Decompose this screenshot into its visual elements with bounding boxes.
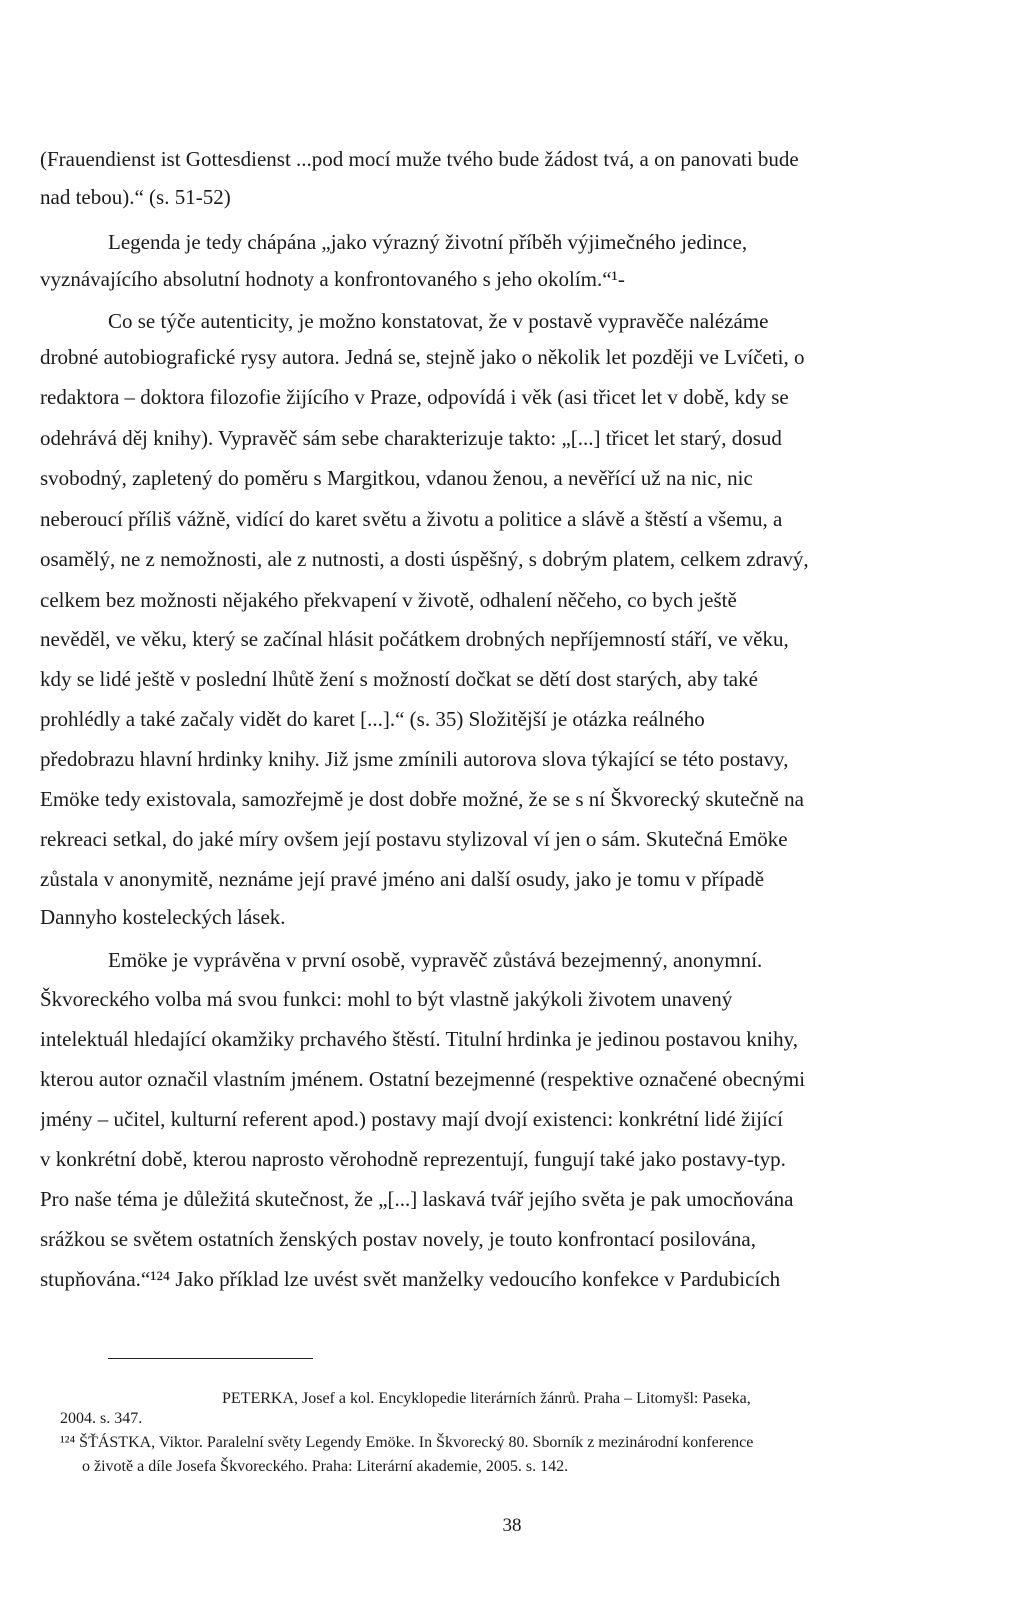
body-line-6: drobné autobiografické rysy autora. Jedná se, stejně jako o několik let později ve Lvíčeti, o [40,345,805,369]
body-line-19: zůstala v anonymitě, neznáme její pravé jméno ani další osudy, jako je tomu v případě [40,867,765,891]
body-line-24: kterou autor označil vlastním jménem. Ostatní bezejmenné (respektive označené obecnými [40,1067,806,1091]
page-number: 38 [502,1515,522,1536]
body-line-25: jmény – učitel, kulturní referent apod.) postavy mají dvojí existenci: konkrétní lidé žijící [40,1107,783,1131]
body-line-29: stupňována.“¹²⁴ Jako příklad lze uvést svět manželky vedoucího konfekce v Pardubicích [40,1267,781,1291]
body-line-21: Emöke je vyprávěna v první osobě, vypravěč zůstává bezejmenný, anonymní. [108,948,763,972]
body-line-8: odehrává děj knihy). Vypravěč sám sebe charakterizuje takto: „[...] třicet let starý, dosud [40,426,782,450]
body-line-10: neberoucí příliš vážně, vidící do karet světu a životu a politice a slávě a štěstí a všemu, a [40,507,783,531]
body-line-17: Emöke tedy existovala, samozřejmě je dost dobře možné, že se s ní Škvorecký skutečně na [40,787,804,811]
body-line-16: předobrazu hlavní hrdinky knihy. Již jsme zmínili autorova slova týkající se této postavy, [40,747,789,771]
footnote-1: PETERKA, Josef a kol. Encyklopedie literárních žánrů. Praha – Litomyšl: Paseka, [222,1390,751,1407]
body-line-4: vyznávajícího absolutní hodnoty a konfrontovaného s jeho okolím.“¹- [40,267,625,291]
body-line-22: Škvoreckého volba má svou funkci: mohl to být vlastně jakýkoli životem unavený [40,987,733,1011]
footnote-1-cont: 2004. s. 347. [60,1410,143,1427]
body-line-5: Co se týče autenticity, je možno konstatovat, že v postavě vypravěče nalézáme [108,309,769,333]
body-line-18: rekreaci setkal, do jaké míry ovšem její postavu stylizoval ví jen o sám. Skutečná Emöke [40,827,788,851]
body-line-15: prohlédly a také začaly vidět do karet [...].“ (s. 35) Složitější je otázka reálného [40,707,705,731]
body-line-3: Legenda je tedy chápána „jako výrazný životní příběh výjimečného jedince, [108,230,748,254]
footnote-2-cont: o životě a díle Josefa Škvoreckého. Praha: Literární akademie, 2005. s. 142. [82,1458,569,1475]
body-line-20: Dannyho kosteleckých lásek. [40,905,286,929]
body-line-26: v konkrétní době, kterou naprosto věrohodně reprezentují, fungují také jako postavy-typ. [40,1147,786,1171]
body-line-14: kdy se lidé ještě v poslední lhůtě žení s možností dočkat se dětí dost starých, aby také [40,667,758,691]
footnote-rule [108,1358,313,1359]
body-line-23: intelektuál hledající okamžiky prchavého štěstí. Titulní hrdinka je jedinou postavou knihy, [40,1027,799,1051]
body-line-27: Pro naše téma je důležitá skutečnost, že „[...] laskavá tvář jejího světa je pak umocňována [40,1187,794,1211]
body-line-13: nevěděl, ve věku, který se začínal hlásit počátkem drobných nepříjemností stáří, ve věku, [40,627,789,651]
body-line-1: (Frauendienst ist Gottesdienst ...pod mocí muže tvého bude žádost tvá, a on panovati bude [40,147,799,171]
body-line-9: svobodný, zapletený do poměru s Margitkou, vdanou ženou, a nevěřící už na nic, nic [40,466,753,490]
body-line-2: nad tebou).“ (s. 51-52) [40,185,231,209]
body-line-7: redaktora – doktora filozofie žijícího v Praze, odpovídá i věk (asi třicet let v době, kdy se [40,385,789,409]
footnote-2: ¹²⁴ ŠŤÁSTKA, Viktor. Paralelní světy Legendy Emöke. In Škvorecký 80. Sborník z mezinárodní konference [60,1434,754,1451]
body-line-12: celkem bez možnosti nějakého překvapení v životě, odhalení něčeho, co bych ještě [40,588,737,612]
body-line-28: srážkou se světem ostatních ženských postav novely, je touto konfrontací posilována, [40,1227,756,1251]
body-line-11: osamělý, ne z nemožnosti, ale z nutnosti, a dosti úspěšný, s dobrým platem, celkem zdravý, [40,547,809,571]
